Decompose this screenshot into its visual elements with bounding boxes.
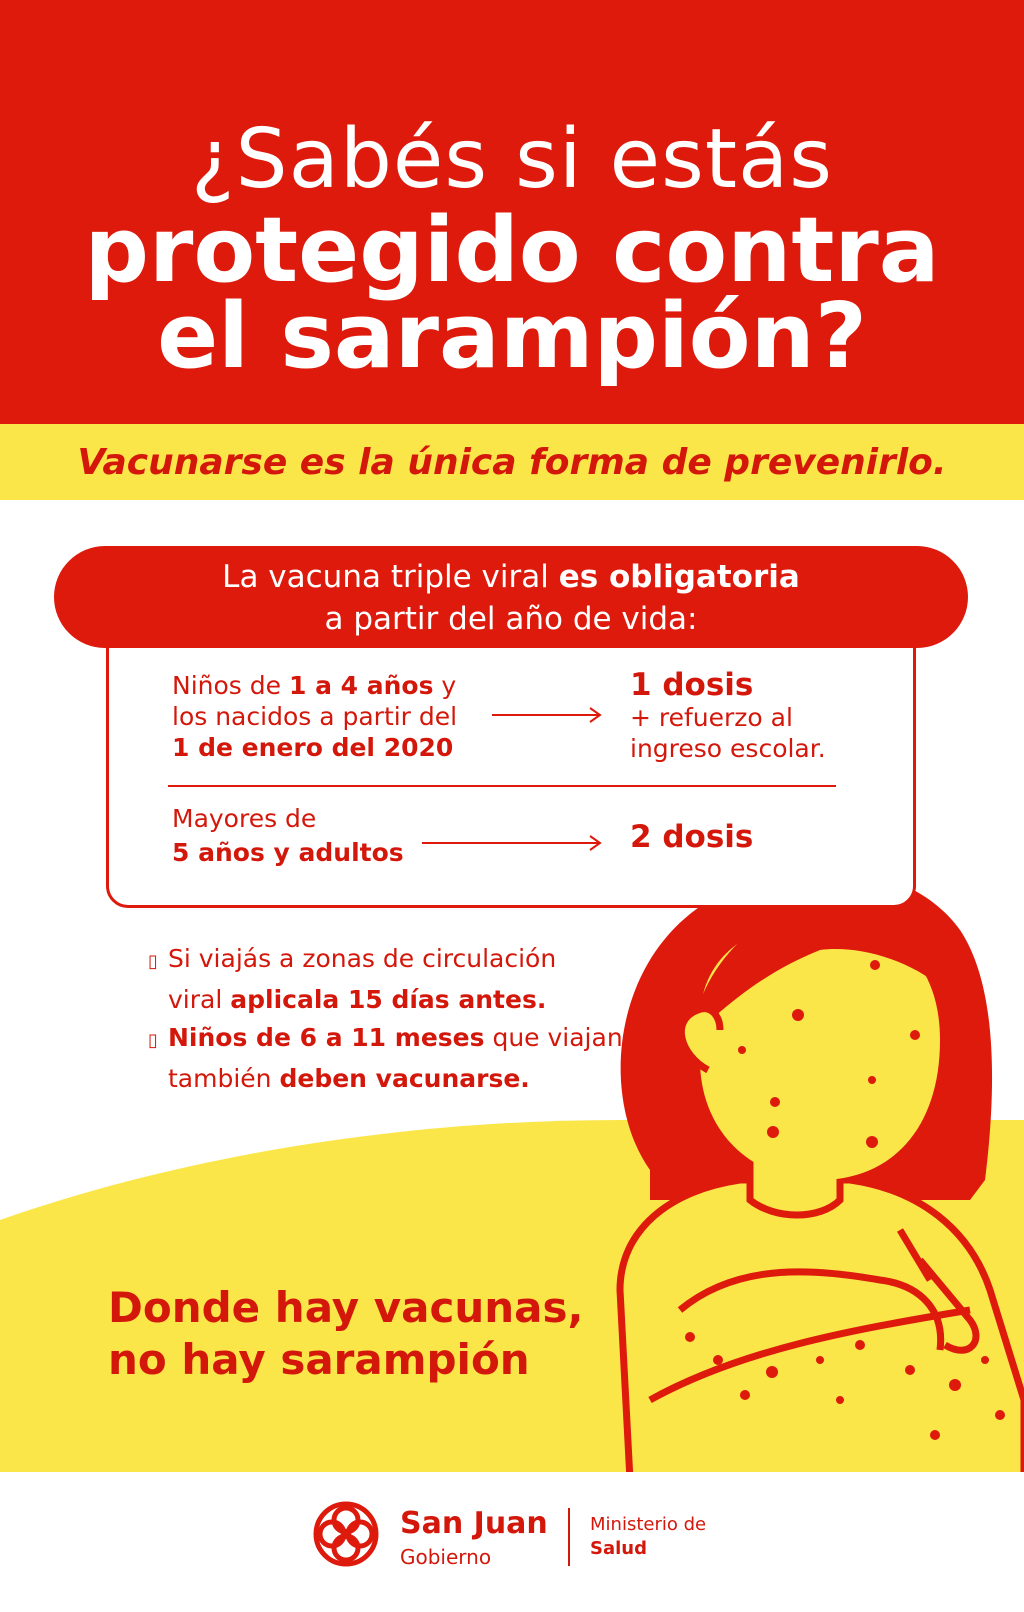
- note2-bold: Niños de 6 a 11 meses: [168, 1023, 485, 1052]
- row1-age: 1 a 4 años: [288, 671, 434, 700]
- note-item-cont: [148, 981, 628, 1019]
- ministry-line2: Salud: [590, 1538, 647, 1559]
- row1-text-line2: los nacidos a partir del: [172, 702, 458, 731]
- heading-bold: es obligatoria: [558, 559, 800, 595]
- note1-text: Si viajás a zonas de circulación: [168, 944, 557, 973]
- row1-dose-line2: + refuerzo al: [630, 703, 793, 732]
- row1-date: 1 de enero del 2020: [172, 733, 454, 762]
- tagline: Vacunarse es la única forma de prevenirlo.: [77, 442, 947, 483]
- title-line-2: protegido contra: [84, 198, 940, 303]
- heading-line2: a partir del año de vida:: [324, 601, 698, 637]
- title-line-1: ¿Sabés si estás: [191, 112, 833, 207]
- note-item-cont: [148, 1060, 628, 1098]
- row1-dose-line3: ingreso escolar.: [630, 734, 826, 763]
- row1-text: Niños de: [172, 671, 289, 700]
- footer: [0, 1472, 1024, 1612]
- bullet-icon: ▯: [148, 951, 158, 972]
- row2-age: 5 años y adultos: [172, 838, 404, 867]
- arrow-right-icon: [422, 834, 604, 852]
- row2-dose: 2 dosis: [630, 819, 754, 855]
- notes-list: [148, 940, 628, 1098]
- slogan-line1: Donde hay vacunas,: [108, 1283, 584, 1332]
- note1-bold: aplicala 15 días antes.: [230, 985, 547, 1014]
- note-item: [148, 940, 628, 981]
- note1-text2: viral: [168, 985, 231, 1014]
- bullet-icon: ▯: [148, 1030, 158, 1051]
- tagline-band: [0, 424, 1024, 500]
- row1-dose: 1 dosis: [630, 667, 754, 703]
- slogan-line2: no hay sarampión: [108, 1335, 530, 1384]
- row2-text: Mayores de: [172, 804, 317, 833]
- row1-dose-group: [630, 668, 870, 764]
- row2-group: [172, 802, 432, 870]
- arrow-right-icon: [492, 706, 604, 724]
- title-line-3: el sarampión?: [157, 284, 867, 389]
- org-name: San Juan: [400, 1506, 548, 1541]
- slogan: [108, 1282, 668, 1386]
- row1-group: [172, 670, 472, 763]
- row-divider: [168, 785, 836, 787]
- note2-bold2: deben vacunarse.: [279, 1064, 530, 1093]
- san-juan-logo-icon: [312, 1500, 380, 1568]
- note2-text2: también: [168, 1064, 280, 1093]
- ministry-line1: Ministerio de: [590, 1514, 707, 1535]
- org-sub: Gobierno: [400, 1545, 492, 1569]
- note-item: [148, 1019, 628, 1060]
- vaccine-heading-pill: [54, 546, 968, 648]
- footer-separator: [568, 1508, 570, 1566]
- title-banner: [0, 0, 1024, 424]
- heading-text: La vacuna triple viral: [222, 559, 559, 595]
- note2-text: que viajan: [484, 1023, 623, 1052]
- row1-text-end: y: [433, 671, 457, 700]
